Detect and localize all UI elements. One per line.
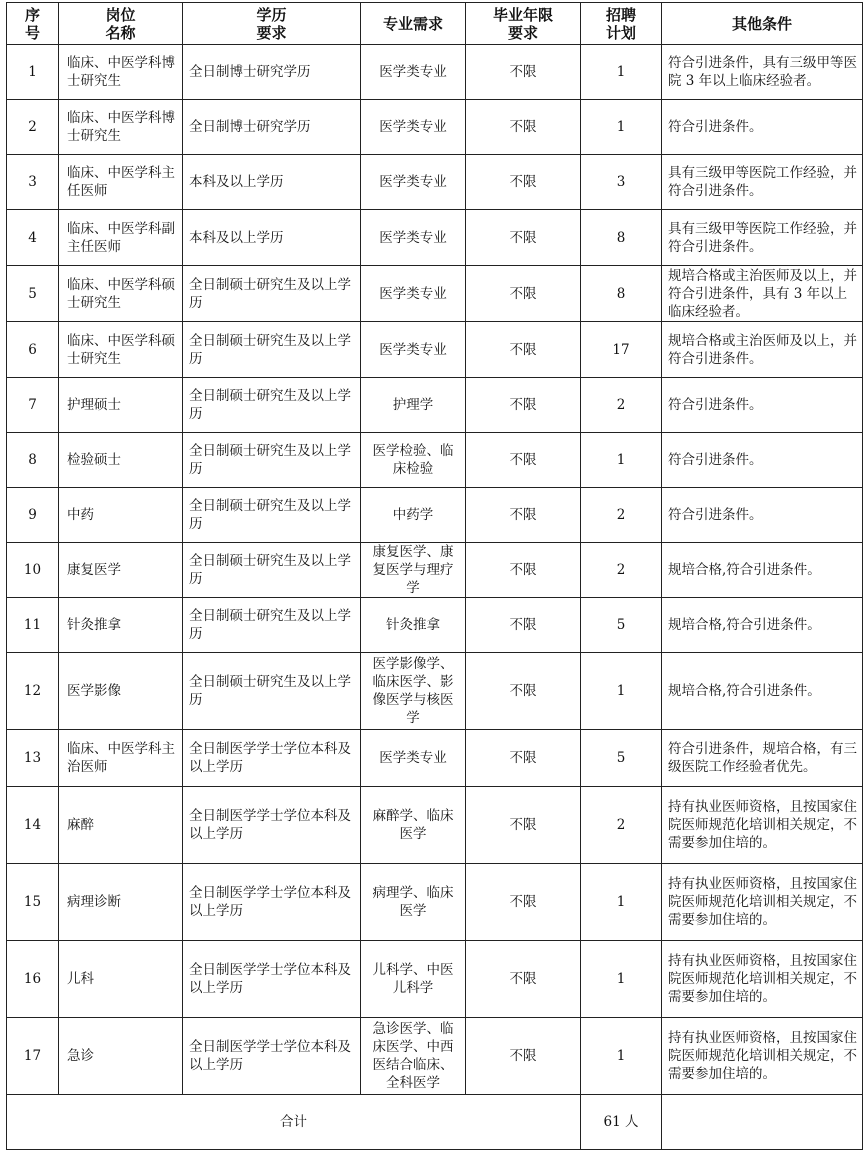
cell-other: 持有执业医师资格，且按国家住院医师规范化培训相关规定，不需要参加住培的。 <box>662 941 863 1018</box>
cell-education: 全日制博士研究学历 <box>183 100 361 155</box>
cell-major: 医学类专业 <box>361 730 466 787</box>
header-plan <box>581 3 662 45</box>
cell-post: 康复医学 <box>59 543 183 598</box>
cell-graduation-years: 不限 <box>466 45 581 100</box>
table-row <box>7 100 863 155</box>
cell-graduation-years: 不限 <box>466 653 581 730</box>
table-row <box>7 266 863 322</box>
cell-other: 规培合格,符合引进条件。 <box>662 598 863 653</box>
cell-other: 符合引进条件，具有三级甲等医院 3 年以上临床经验者。 <box>662 45 863 100</box>
header-other <box>662 3 863 45</box>
header-text: 毕业年限要求 <box>492 5 553 42</box>
table-row <box>7 210 863 266</box>
header-text: 其他条件 <box>731 14 792 33</box>
cell-graduation-years: 不限 <box>466 598 581 653</box>
cell-plan: 1 <box>581 45 662 100</box>
cell-major: 医学类专业 <box>361 155 466 210</box>
header-major <box>361 3 466 45</box>
cell-graduation-years: 不限 <box>466 378 581 433</box>
cell-no: 5 <box>7 266 59 322</box>
cell-no: 7 <box>7 378 59 433</box>
cell-post: 医学影像 <box>59 653 183 730</box>
header-text: 招聘计划 <box>605 5 636 42</box>
cell-education: 全日制硕士研究生及以上学历 <box>183 488 361 543</box>
header-row <box>7 3 863 45</box>
cell-post: 临床、中医学科硕士研究生 <box>59 266 183 322</box>
header-no <box>7 3 59 45</box>
cell-education: 全日制硕士研究生及以上学历 <box>183 433 361 488</box>
cell-post: 急诊 <box>59 1018 183 1095</box>
cell-major: 护理学 <box>361 378 466 433</box>
cell-no: 11 <box>7 598 59 653</box>
cell-education: 全日制硕士研究生及以上学历 <box>183 598 361 653</box>
cell-graduation-years: 不限 <box>466 210 581 266</box>
table-row <box>7 653 863 730</box>
total-row <box>7 1095 863 1150</box>
cell-other: 规培合格,符合引进条件。 <box>662 543 863 598</box>
cell-graduation-years: 不限 <box>466 864 581 941</box>
cell-graduation-years: 不限 <box>466 730 581 787</box>
header-post <box>59 3 183 45</box>
cell-other: 符合引进条件。 <box>662 100 863 155</box>
table-row <box>7 941 863 1018</box>
table-row <box>7 433 863 488</box>
total-other <box>662 1095 863 1150</box>
cell-plan: 2 <box>581 787 662 864</box>
cell-other: 规培合格,符合引进条件。 <box>662 653 863 730</box>
cell-plan: 1 <box>581 100 662 155</box>
cell-education: 全日制医学学士学位本科及以上学历 <box>183 864 361 941</box>
cell-education: 全日制硕士研究生及以上学历 <box>183 266 361 322</box>
cell-no: 8 <box>7 433 59 488</box>
cell-no: 14 <box>7 787 59 864</box>
cell-post: 临床、中医学科硕士研究生 <box>59 322 183 378</box>
table-row <box>7 864 863 941</box>
cell-post: 临床、中医学科博士研究生 <box>59 45 183 100</box>
cell-plan: 1 <box>581 433 662 488</box>
total-label: 合计 <box>7 1095 581 1150</box>
table-row <box>7 787 863 864</box>
cell-post: 中药 <box>59 488 183 543</box>
cell-post: 检验硕士 <box>59 433 183 488</box>
cell-plan: 8 <box>581 266 662 322</box>
cell-plan: 17 <box>581 322 662 378</box>
cell-no: 16 <box>7 941 59 1018</box>
cell-major: 儿科学、中医儿科学 <box>361 941 466 1018</box>
cell-no: 1 <box>7 45 59 100</box>
header-text: 专业需求 <box>382 14 443 33</box>
cell-plan: 8 <box>581 210 662 266</box>
cell-plan: 1 <box>581 941 662 1018</box>
cell-other: 符合引进条件。 <box>662 378 863 433</box>
cell-education: 全日制医学学士学位本科及以上学历 <box>183 787 361 864</box>
cell-plan: 5 <box>581 730 662 787</box>
cell-no: 15 <box>7 864 59 941</box>
cell-education: 全日制硕士研究生及以上学历 <box>183 378 361 433</box>
cell-no: 13 <box>7 730 59 787</box>
header-text: 岗位名称 <box>105 5 136 42</box>
cell-major: 麻醉学、临床医学 <box>361 787 466 864</box>
table-row <box>7 378 863 433</box>
cell-graduation-years: 不限 <box>466 100 581 155</box>
cell-other: 符合引进条件。 <box>662 433 863 488</box>
cell-post: 护理硕士 <box>59 378 183 433</box>
header-graduation-years <box>466 3 581 45</box>
cell-major: 医学类专业 <box>361 210 466 266</box>
cell-other: 具有三级甲等医院工作经验，并符合引进条件。 <box>662 155 863 210</box>
cell-graduation-years: 不限 <box>466 266 581 322</box>
cell-other: 符合引进条件。 <box>662 488 863 543</box>
cell-other: 持有执业医师资格，且按国家住院医师规范化培训相关规定，不需要参加住培的。 <box>662 864 863 941</box>
cell-no: 17 <box>7 1018 59 1095</box>
cell-graduation-years: 不限 <box>466 155 581 210</box>
cell-major: 医学类专业 <box>361 266 466 322</box>
table-row <box>7 322 863 378</box>
cell-plan: 1 <box>581 1018 662 1095</box>
cell-education: 全日制医学学士学位本科及以上学历 <box>183 730 361 787</box>
cell-education: 全日制博士研究学历 <box>183 45 361 100</box>
cell-major: 医学类专业 <box>361 45 466 100</box>
cell-no: 3 <box>7 155 59 210</box>
cell-other: 持有执业医师资格，且按国家住院医师规范化培训相关规定，不需要参加住培的。 <box>662 787 863 864</box>
total-plan: 61 人 <box>581 1095 662 1150</box>
cell-education: 本科及以上学历 <box>183 210 361 266</box>
cell-graduation-years: 不限 <box>466 433 581 488</box>
header-text: 学历要求 <box>256 5 287 42</box>
table-row <box>7 543 863 598</box>
cell-education: 全日制硕士研究生及以上学历 <box>183 543 361 598</box>
cell-major: 中药学 <box>361 488 466 543</box>
cell-education: 全日制硕士研究生及以上学历 <box>183 322 361 378</box>
table-row <box>7 155 863 210</box>
cell-plan: 5 <box>581 598 662 653</box>
cell-education: 全日制医学学士学位本科及以上学历 <box>183 1018 361 1095</box>
cell-no: 10 <box>7 543 59 598</box>
cell-education: 全日制医学学士学位本科及以上学历 <box>183 941 361 1018</box>
cell-other: 规培合格或主治医师及以上，并符合引进条件，具有 3 年以上临床经验者。 <box>662 266 863 322</box>
cell-plan: 2 <box>581 378 662 433</box>
cell-post: 临床、中医学科副主任医师 <box>59 210 183 266</box>
cell-major: 医学类专业 <box>361 322 466 378</box>
table-row <box>7 1018 863 1095</box>
cell-major: 急诊医学、临床医学、中西医结合临床、全科医学 <box>361 1018 466 1095</box>
header-text: 序号 <box>24 5 40 42</box>
cell-other: 具有三级甲等医院工作经验，并符合引进条件。 <box>662 210 863 266</box>
cell-other: 规培合格或主治医师及以上，并符合引进条件。 <box>662 322 863 378</box>
cell-education: 全日制硕士研究生及以上学历 <box>183 653 361 730</box>
cell-graduation-years: 不限 <box>466 941 581 1018</box>
cell-post: 临床、中医学科主任医师 <box>59 155 183 210</box>
recruitment-table <box>6 2 863 1150</box>
table-row <box>7 730 863 787</box>
cell-plan: 1 <box>581 653 662 730</box>
cell-major: 医学影像学、临床医学、影像医学与核医学 <box>361 653 466 730</box>
cell-graduation-years: 不限 <box>466 787 581 864</box>
table-row <box>7 488 863 543</box>
cell-graduation-years: 不限 <box>466 543 581 598</box>
header-education <box>183 3 361 45</box>
cell-post: 儿科 <box>59 941 183 1018</box>
cell-graduation-years: 不限 <box>466 1018 581 1095</box>
cell-no: 6 <box>7 322 59 378</box>
table-row <box>7 598 863 653</box>
cell-post: 临床、中医学科主治医师 <box>59 730 183 787</box>
cell-major: 康复医学、康复医学与理疗学 <box>361 543 466 598</box>
cell-major: 针灸推拿 <box>361 598 466 653</box>
cell-no: 12 <box>7 653 59 730</box>
cell-other: 符合引进条件，规培合格，有三级医院工作经验者优先。 <box>662 730 863 787</box>
cell-no: 9 <box>7 488 59 543</box>
cell-major: 病理学、临床医学 <box>361 864 466 941</box>
cell-plan: 2 <box>581 488 662 543</box>
cell-education: 本科及以上学历 <box>183 155 361 210</box>
cell-post: 麻醉 <box>59 787 183 864</box>
table-row <box>7 45 863 100</box>
cell-no: 2 <box>7 100 59 155</box>
cell-plan: 2 <box>581 543 662 598</box>
cell-no: 4 <box>7 210 59 266</box>
cell-post: 临床、中医学科博士研究生 <box>59 100 183 155</box>
cell-other: 持有执业医师资格，且按国家住院医师规范化培训相关规定，不需要参加住培的。 <box>662 1018 863 1095</box>
cell-plan: 3 <box>581 155 662 210</box>
cell-post: 针灸推拿 <box>59 598 183 653</box>
cell-graduation-years: 不限 <box>466 322 581 378</box>
cell-plan: 1 <box>581 864 662 941</box>
cell-post: 病理诊断 <box>59 864 183 941</box>
cell-major: 医学类专业 <box>361 100 466 155</box>
cell-major: 医学检验、临床检验 <box>361 433 466 488</box>
cell-graduation-years: 不限 <box>466 488 581 543</box>
